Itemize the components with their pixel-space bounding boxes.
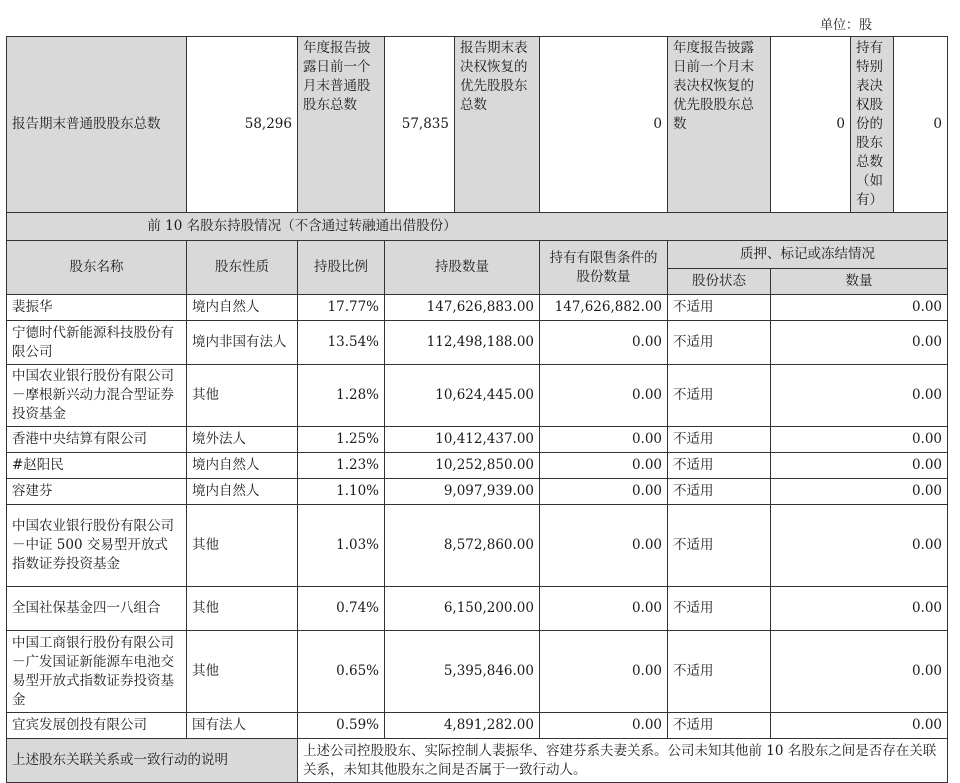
holder-name: 容建芬: [7, 479, 187, 505]
holder-name: 宁德时代新能源科技股份有限公司: [7, 321, 187, 365]
holder-amount: 0.00: [771, 505, 948, 587]
special-voting-value: 0: [894, 37, 948, 213]
table-row: [7, 365, 948, 427]
restored-preferred-label: 报告期末表决权恢复的优先股股东总数: [455, 37, 540, 213]
holder-ratio: 0.74%: [298, 587, 385, 631]
section-title: 前 10 名股东持股情况（不含通过转融通出借股份）: [7, 213, 948, 241]
holder-quantity: 147,626,883.00: [385, 295, 540, 321]
holder-nature: 其他: [187, 505, 298, 587]
holder-restricted: 0.00: [540, 505, 668, 587]
holder-status: 不适用: [668, 453, 771, 479]
holder-quantity: 4,891,282.00: [385, 713, 540, 739]
shareholder-table: [6, 36, 948, 783]
header-pledge: 质押、标记或冻结情况: [668, 241, 948, 269]
holder-amount: 0.00: [771, 631, 948, 713]
holder-nature: 境内非国有法人: [187, 321, 298, 365]
holder-quantity: 10,412,437.00: [385, 427, 540, 453]
holder-nature: 其他: [187, 365, 298, 427]
summary-row: [7, 37, 948, 213]
holder-quantity: 8,572,860.00: [385, 505, 540, 587]
header-amount: 数量: [771, 269, 948, 295]
holder-status: 不适用: [668, 479, 771, 505]
relation-text: 上述公司控股股东、实际控制人裴振华、容建芬系夫妻关系。公司未知其他前 10 名股东之间是否存在关联关系，未知其他股东之间是否属于一致行动人。: [298, 739, 948, 783]
holder-nature: 境外法人: [187, 427, 298, 453]
relation-label: 上述股东关联关系或一致行动的说明: [7, 739, 298, 783]
table-row: [7, 587, 948, 631]
table-row: [7, 631, 948, 713]
holder-restricted: 0.00: [540, 713, 668, 739]
holder-ratio: 1.28%: [298, 365, 385, 427]
holder-status: 不适用: [668, 587, 771, 631]
unit-label: 单位：股: [820, 18, 873, 33]
holder-ratio: 0.59%: [298, 713, 385, 739]
table-row: [7, 427, 948, 453]
holder-ratio: 17.77%: [298, 295, 385, 321]
table-row: [7, 713, 948, 739]
special-voting-label: 持有特别表决权股份的股东总数（如有）: [851, 37, 894, 213]
holder-amount: 0.00: [771, 427, 948, 453]
holder-status: 不适用: [668, 365, 771, 427]
holder-ratio: 1.23%: [298, 453, 385, 479]
holder-nature: 境内自然人: [187, 479, 298, 505]
holder-name: 裴振华: [7, 295, 187, 321]
holder-status: 不适用: [668, 713, 771, 739]
section-title-row: [7, 213, 948, 241]
holder-quantity: 9,097,939.00: [385, 479, 540, 505]
header-name: 股东名称: [7, 241, 187, 295]
holder-amount: 0.00: [771, 295, 948, 321]
holder-amount: 0.00: [771, 453, 948, 479]
header-ratio: 持股比例: [298, 241, 385, 295]
holder-restricted: 0.00: [540, 427, 668, 453]
holder-restricted: 0.00: [540, 321, 668, 365]
table-row: [7, 321, 948, 365]
holder-status: 不适用: [668, 505, 771, 587]
holder-status: 不适用: [668, 295, 771, 321]
holder-amount: 0.00: [771, 479, 948, 505]
holder-quantity: 10,252,850.00: [385, 453, 540, 479]
holder-ratio: 1.03%: [298, 505, 385, 587]
holder-amount: 0.00: [771, 365, 948, 427]
holder-name: 宜宾发展创投有限公司: [7, 713, 187, 739]
holder-name: 中国工商银行股份有限公司－广发国证新能源车电池交易型开放式指数证券投资基金: [7, 631, 187, 713]
table-row: [7, 479, 948, 505]
holder-quantity: 5,395,846.00: [385, 631, 540, 713]
prior-month-holders-value: 57,835: [385, 37, 455, 213]
holder-status: 不适用: [668, 631, 771, 713]
holder-nature: 境内自然人: [187, 295, 298, 321]
holder-amount: 0.00: [771, 587, 948, 631]
header-status: 股份状态: [668, 269, 771, 295]
header-restricted: 持有有限售条件的股份数量: [540, 241, 668, 295]
holder-name: #赵阳民: [7, 453, 187, 479]
holder-ratio: 1.10%: [298, 479, 385, 505]
holder-name: 香港中央结算有限公司: [7, 427, 187, 453]
prior-month-preferred-label: 年度报告披露日前一个月末表决权恢复的优先股股东总数: [668, 37, 771, 213]
holder-nature: 国有法人: [187, 713, 298, 739]
holder-ratio: 0.65%: [298, 631, 385, 713]
holder-amount: 0.00: [771, 321, 948, 365]
holder-status: 不适用: [668, 321, 771, 365]
holder-restricted: 0.00: [540, 587, 668, 631]
holder-nature: 其他: [187, 587, 298, 631]
header-quantity: 持股数量: [385, 241, 540, 295]
table-row: [7, 295, 948, 321]
holder-quantity: 10,624,445.00: [385, 365, 540, 427]
holder-name: 全国社保基金四一八组合: [7, 587, 187, 631]
total-holders-value: 58,296: [187, 37, 298, 213]
holder-restricted: 0.00: [540, 453, 668, 479]
holder-restricted: 0.00: [540, 365, 668, 427]
header-nature: 股东性质: [187, 241, 298, 295]
table-row: [7, 505, 948, 587]
header-row-1: [7, 241, 948, 269]
relation-row: [7, 739, 948, 783]
prior-month-preferred-value: 0: [771, 37, 851, 213]
holder-restricted: 0.00: [540, 479, 668, 505]
holder-ratio: 13.54%: [298, 321, 385, 365]
holder-amount: 0.00: [771, 713, 948, 739]
total-holders-label: 报告期末普通股股东总数: [7, 37, 187, 213]
prior-month-holders-label: 年度报告披露日前一个月末普通股股东总数: [298, 37, 385, 213]
holder-name: 中国农业银行股份有限公司－中证 500 交易型开放式指数证券投资基金: [7, 505, 187, 587]
restored-preferred-value: 0: [540, 37, 668, 213]
table-row: [7, 453, 948, 479]
holder-nature: 其他: [187, 631, 298, 713]
holder-restricted: 0.00: [540, 631, 668, 713]
holder-quantity: 6,150,200.00: [385, 587, 540, 631]
holder-nature: 境内自然人: [187, 453, 298, 479]
holder-ratio: 1.25%: [298, 427, 385, 453]
holder-name: 中国农业银行股份有限公司－摩根新兴动力混合型证券投资基金: [7, 365, 187, 427]
holder-quantity: 112,498,188.00: [385, 321, 540, 365]
holder-status: 不适用: [668, 427, 771, 453]
holder-restricted: 147,626,882.00: [540, 295, 668, 321]
